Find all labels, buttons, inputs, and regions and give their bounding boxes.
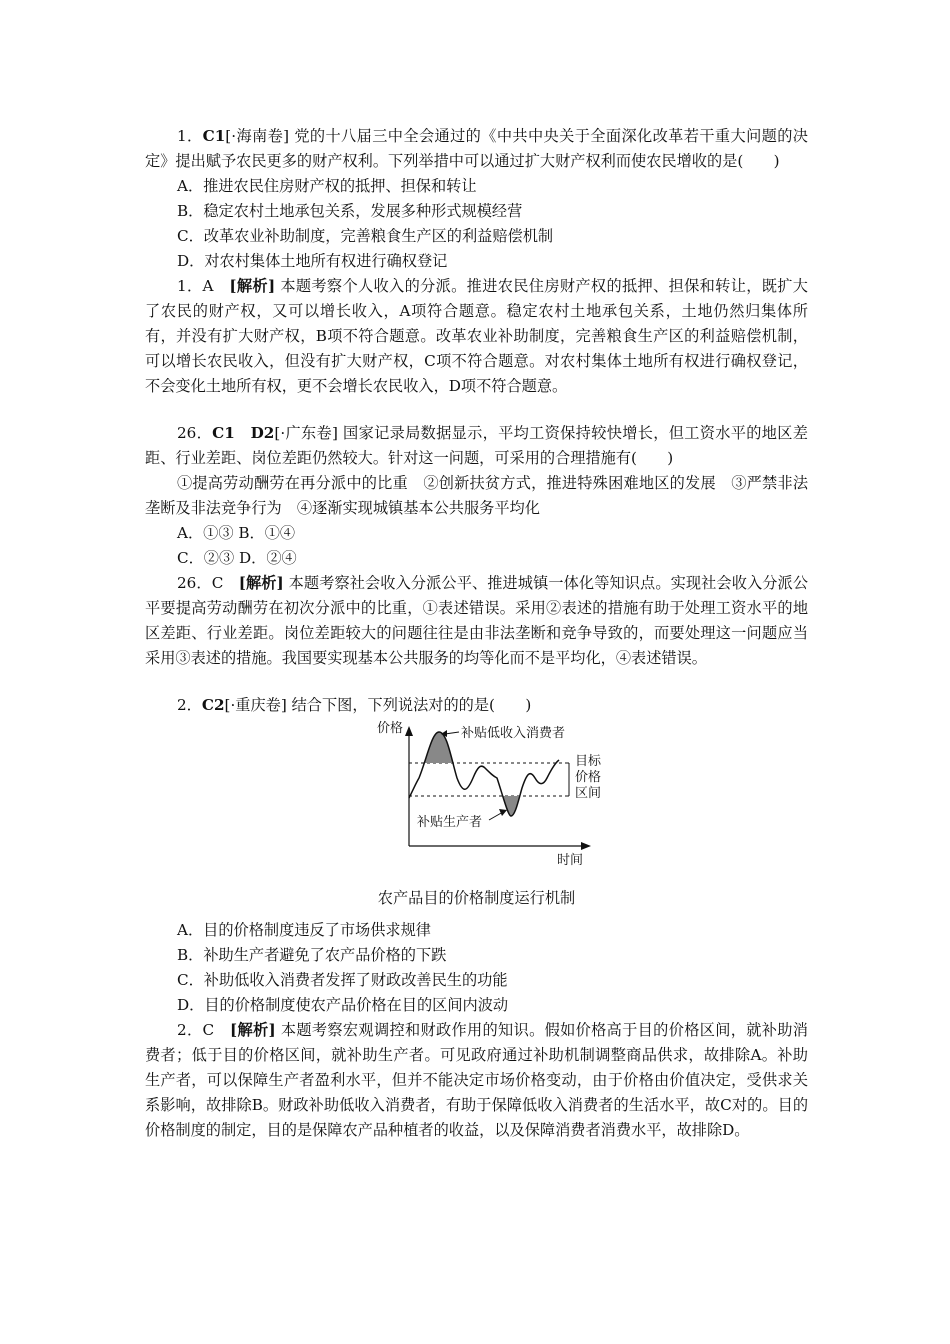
q2-analysis-tag: [解析] [229, 1021, 276, 1039]
producer-subsidy-label: 补贴生产者 [417, 815, 483, 830]
x-axis-label: 时间 [557, 853, 584, 868]
band-label-line-1: 目标 [575, 754, 602, 769]
q26-answer [145, 571, 808, 671]
q2-answer-key: 2．C [177, 1021, 230, 1039]
q2-option-d: D．目的价格制度使农产品价格在目的区间内波动 [177, 996, 509, 1014]
x-axis-arrow [581, 842, 591, 850]
q26-code: C1 D2 [212, 424, 275, 442]
q26-analysis-tag: [解析] [238, 574, 284, 592]
q1-answer-key: 1．A [177, 277, 230, 295]
q1-code: C1 [202, 127, 226, 145]
producer-label-arrowhead [499, 809, 507, 816]
q26-text: [·广东卷] 国家记录局数据显示，平均工资保持较快增长，但工资水平的地区差距、行业差距、岗位差距仍然较大。针对这一问题，可采用的合理措施有( ) [145, 424, 808, 467]
q1-option-b: B．稳定农村土地承包关系，发展多种形式规模经营 [177, 202, 523, 220]
q2-option-c: C．补助低收入消费者发挥了财政改善民生的功能 [177, 971, 508, 989]
document-page [145, 124, 808, 1143]
q26-answer-key: 26．C [177, 574, 239, 592]
q1-option-a: A．推进农民住房财产权的抵押、担保和转让 [177, 177, 477, 195]
q26-analysis-text: 本题考察社会收入分派公平、推进城镇一体化等知识点。实现社会收入分派公平要提高劳动酬劳在初次分派中的比重，①表述错误。采用②表述的措施有助于处理工资水平的地区差距、行业差距。岗位差距较大的问题往往是由非法垄断和竞争导致的，而要处理这一问题应当采用③表述的措施。我国要实现基本公共服务的均等化而不是平均化，④表述错误。 [145, 574, 809, 667]
q26-option-ab: A．①③ B．①④ [177, 524, 296, 542]
q2-text: [·重庆卷] 结合下图，下列说法对的的是( ) [224, 696, 532, 714]
consumer-subsidy-label: 补贴低收入消费者 [461, 726, 566, 741]
q1-analysis-text: 本题考察个人收入的分派。推进农民住房财产权的抵押、担保和转让，既扩大了农民的财产权，又可以增长收入，A项符合题意。稳定农村土地承包关系，土地仍然归集体所有，并没有扩大财产权，B项不符合题意。改革农业补助制度，完善粮食生产区的利益赔偿机制，可以增长农民收入，但没有扩大财产权，C项不符合题意。对农村集体土地所有权进行确权登记，不会变化土地所有权，更不会增长农民收入，D项不符合题意。 [145, 277, 808, 395]
y-axis-label: 价格 [377, 721, 404, 736]
spacer [145, 399, 808, 421]
q1-option-d: D．对农村集体土地所有权进行确权登记 [177, 252, 448, 270]
q2-code: C2 [201, 696, 225, 714]
q1-answer [145, 274, 808, 399]
q2-analysis-text: 本题考察宏观调控和财政作用的知识。假如价格高于目的价格区间，就补助消费者；低于目的价格区间，就补助生产者。可见政府通过补助机制调整商品供求，故排除A。补助生产者，可以保障生产者盈利水平，但并不能决定市场价格变动，由于价格由价值决定，受供求关系影响，故排除B。财政补助低收入消费者，有助于保障低收入消费者的生活水平，故C对的。目的价格制度的制定，目的是保障农产品种植者的收益，以及保障消费者消费水平，故排除D。 [145, 1021, 808, 1139]
spacer [145, 671, 808, 693]
figure-caption: 农产品目的价格制度运行机制 [377, 889, 576, 907]
band-label-line-3: 区间 [575, 786, 602, 801]
consumer-label-arrow [445, 732, 459, 734]
q1-stem [145, 124, 808, 174]
q1-option-c: C．改革农业补助制度，完善粮食生产区的利益赔偿机制 [177, 227, 554, 245]
q2-option-b: B．补助生产者避免了农产品价格的下跌 [177, 946, 447, 964]
price-diagram [377, 718, 617, 868]
q1-number: 1． [177, 127, 203, 145]
q1-text: [·海南卷] 党的十八届三中全会通过的《中共中央关于全面深化改革若干重大问题的决定》提出赋予农民更多的财产权利。下列举措中可以通过扩大财产权利而使农民增收的是( ) [145, 127, 808, 170]
q1-analysis-tag: [解析] [229, 277, 276, 295]
q26-stem [145, 421, 808, 471]
q26-number: 26． [177, 424, 213, 442]
q2-answer [145, 1018, 808, 1143]
q2-stem [145, 693, 808, 718]
q26-items: ①提高劳动酬劳在再分派中的比重 ②创新扶贫方式，推进特殊困难地区的发展 ③严禁非法垄断及非法竞争行为 ④逐渐实现城镇基本公共服务平均化 [145, 474, 808, 517]
q26-option-cd: C．②③ D．②④ [177, 549, 297, 567]
price-mechanism-figure [145, 718, 808, 918]
q2-option-a: A．目的价格制度违反了市场供求规律 [177, 921, 431, 939]
band-label-line-2: 价格 [575, 770, 602, 785]
y-axis-arrow [405, 726, 413, 736]
q2-number: 2． [177, 696, 202, 714]
